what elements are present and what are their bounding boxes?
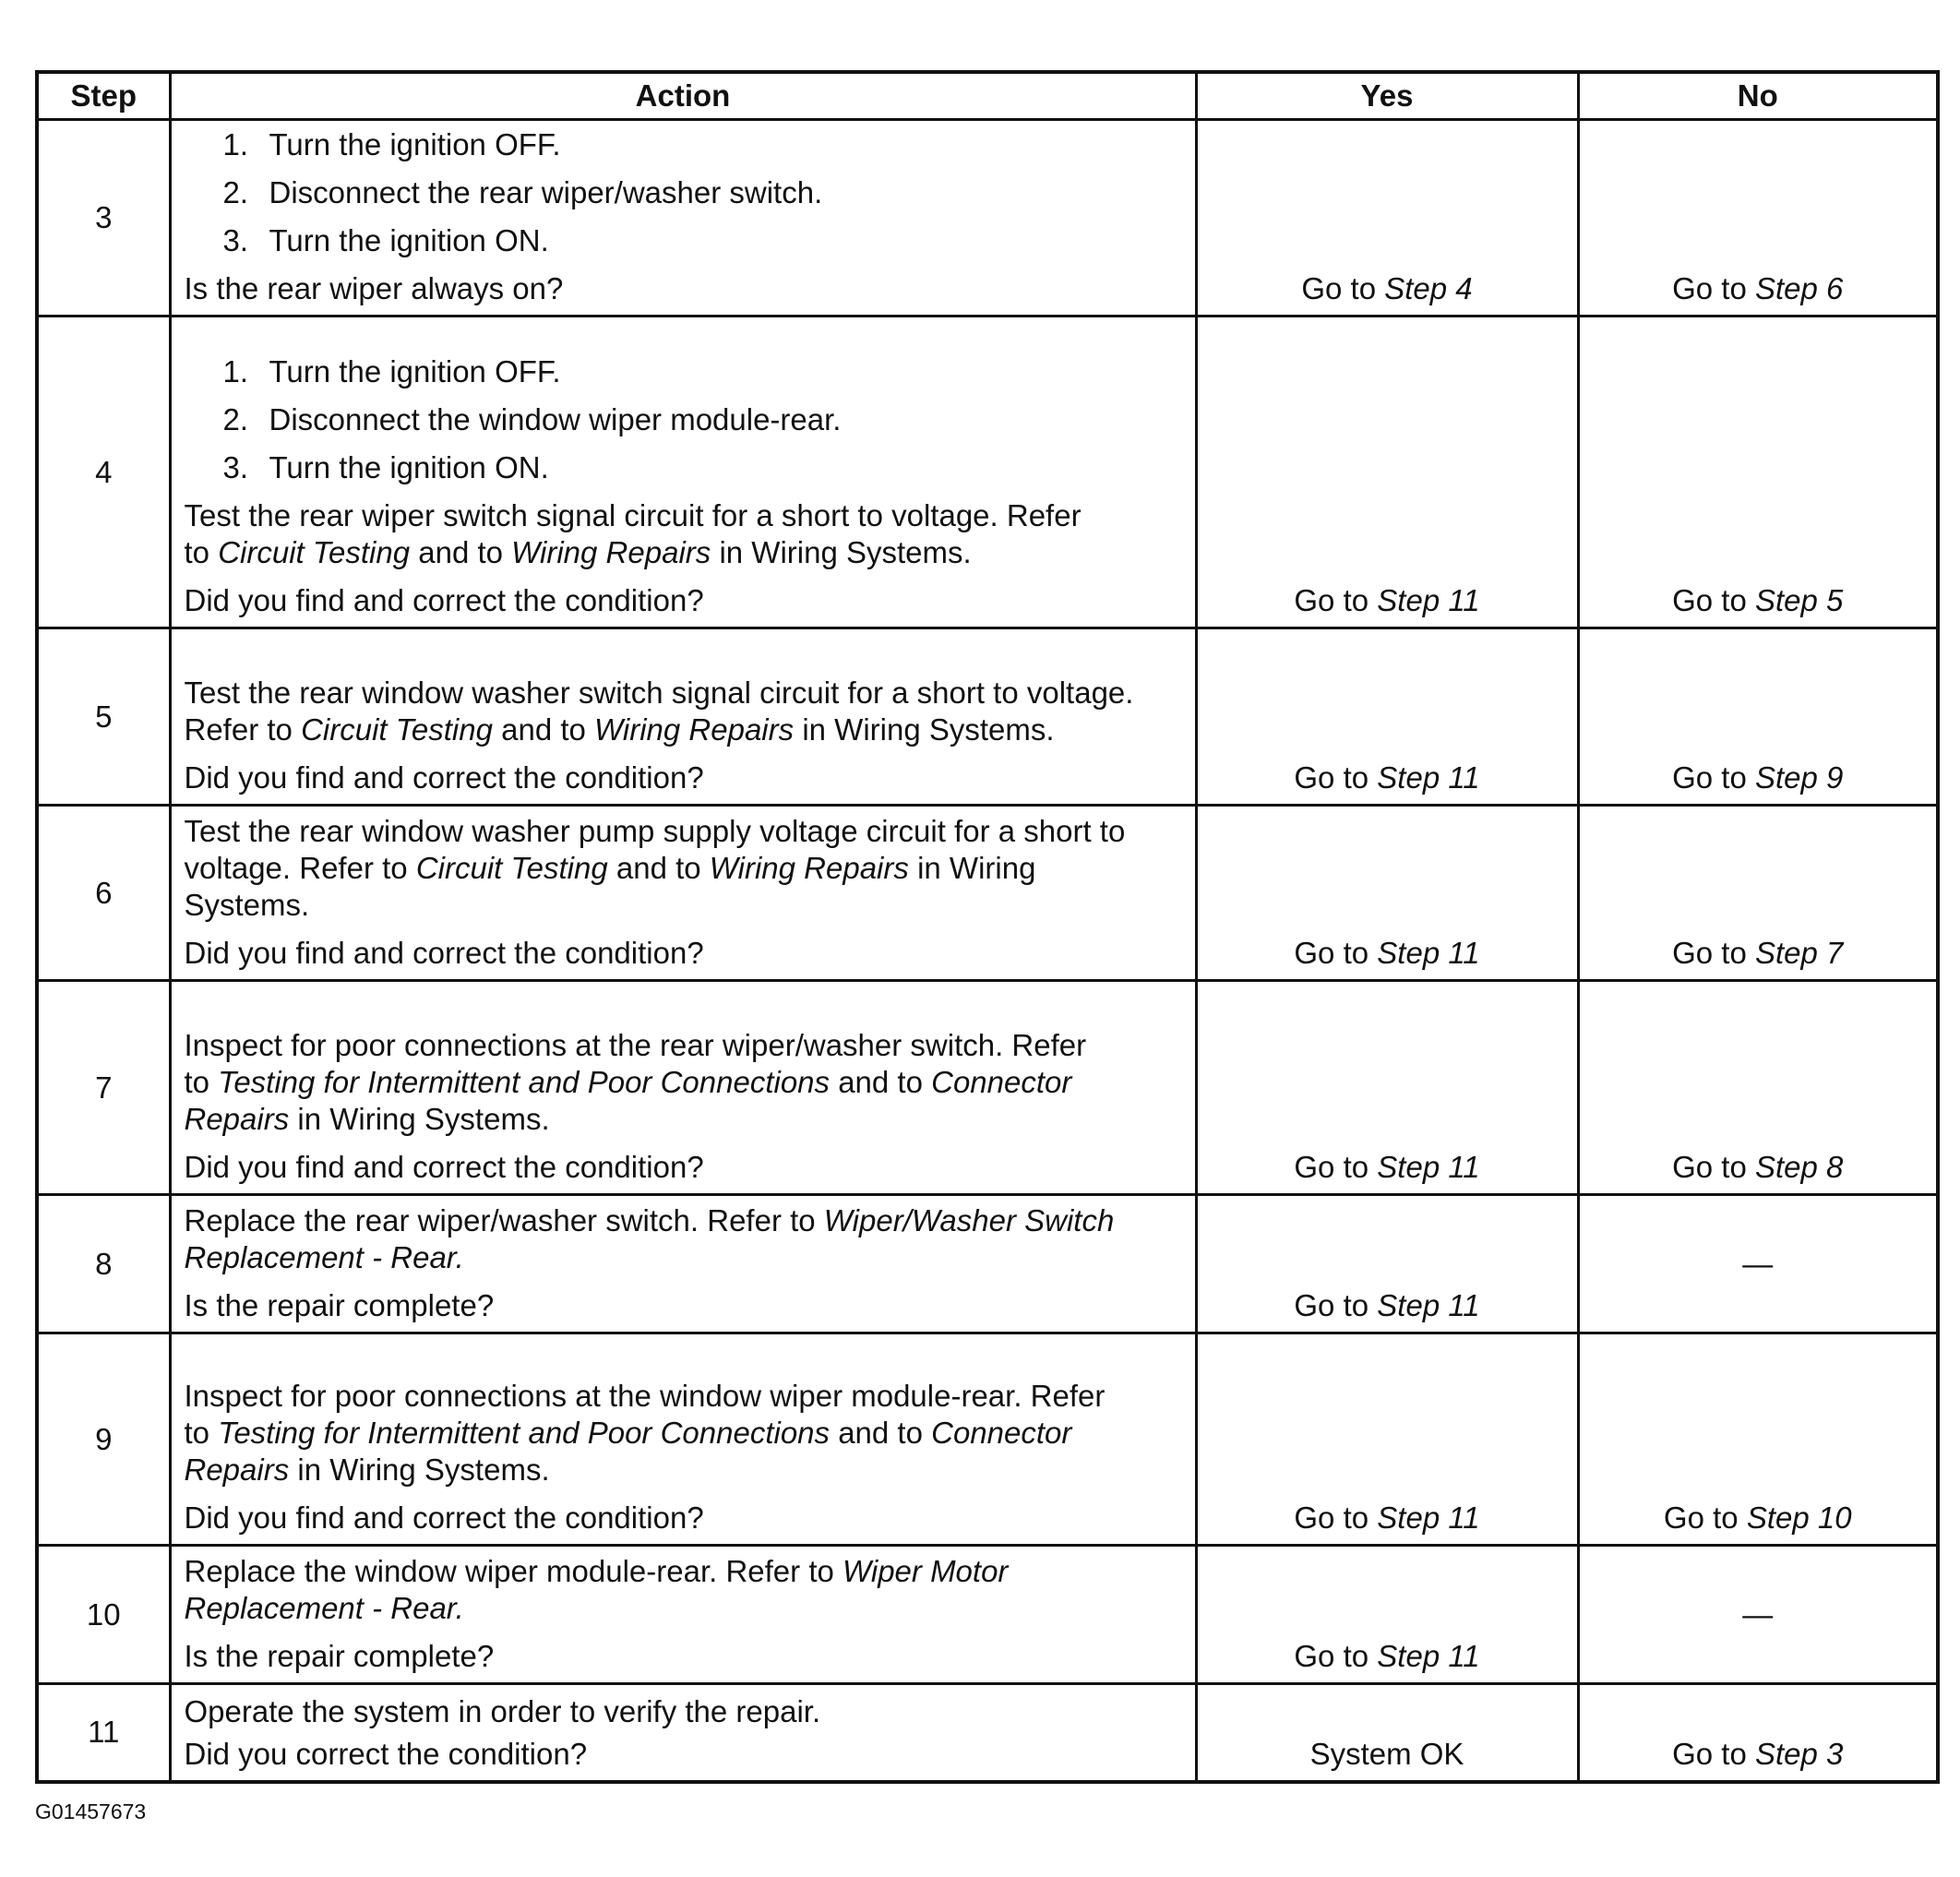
substep-number: 2. (222, 402, 249, 436)
substep-text: Turn the ignition ON. (269, 450, 549, 484)
action-cell (170, 1546, 1196, 1684)
substep-number: 3. (222, 223, 249, 257)
action-text-mid: and to (838, 1416, 923, 1450)
step-number: 9 (37, 1333, 170, 1546)
figure-id: G01457673 (35, 1799, 147, 1823)
step-number: 5 (37, 628, 170, 806)
table-row (37, 1546, 1938, 1684)
action-text-pre: Replace the window wiper module-rear. Refer to (184, 1554, 834, 1588)
yes-cell (1196, 120, 1578, 317)
question: Is the repair complete? (184, 1639, 495, 1673)
goto-prefix: Go to (1672, 583, 1747, 617)
action-text (185, 497, 1107, 571)
step-number: 11 (37, 1684, 170, 1782)
substep-item (223, 353, 1182, 390)
header-action: Action (170, 72, 1196, 120)
substep-number: 3. (222, 450, 249, 484)
substep-item (223, 174, 1182, 211)
goto-prefix: Go to (1294, 1639, 1369, 1673)
step-link: Step 6 (1754, 271, 1844, 305)
yes-cell (1196, 1195, 1578, 1333)
goto-prefix: Go to (1672, 1736, 1747, 1771)
goto-prefix: Go to (1672, 271, 1747, 305)
step-link: Step 11 (1377, 1639, 1480, 1673)
goto-prefix: Go to (1663, 1500, 1739, 1535)
reference-link: Testing for Intermittent and Poor Connections (218, 1065, 831, 1099)
reference-link: Wiper Motor Replacement - Rear. (184, 1554, 1009, 1625)
step-link: Step 11 (1377, 583, 1480, 617)
reference-link: Circuit Testing (415, 851, 608, 885)
reference-link: Wiring Repairs (594, 712, 795, 747)
table-row (37, 981, 1938, 1195)
header-no: No (1578, 72, 1938, 120)
action-text-post: in Wiring Systems. (719, 535, 972, 569)
action-text (185, 1378, 1135, 1488)
step-number: 10 (37, 1546, 170, 1684)
question: Did you find and correct the condition? (184, 760, 704, 795)
goto-prefix: Go to (1294, 1500, 1369, 1535)
action-text-mid: and to (501, 712, 586, 747)
step-link: Step 11 (1377, 1150, 1480, 1184)
step-link: Step 11 (1377, 1288, 1480, 1322)
step-number: 3 (37, 120, 170, 317)
action-text-pre: Inspect for poor connections at the window wiper module-rear. Refer to (184, 1379, 1105, 1450)
substep-text: Disconnect the rear wiper/washer switch. (269, 175, 823, 209)
table-row (37, 806, 1938, 981)
action-text-mid: and to (838, 1065, 923, 1099)
step-number: 8 (37, 1195, 170, 1333)
action-cell (170, 317, 1196, 628)
table-row (37, 628, 1938, 806)
table-row (37, 1195, 1938, 1333)
diagnostic-table (35, 70, 1940, 1784)
step-link: Step 3 (1754, 1736, 1844, 1771)
action-cell (170, 1195, 1196, 1333)
yes-cell (1196, 1333, 1578, 1546)
no-cell (1578, 981, 1938, 1195)
substep-text: Disconnect the window wiper module-rear. (269, 402, 842, 436)
question: Did you find and correct the condition? (184, 1500, 704, 1535)
table-row (37, 317, 1938, 628)
action-text-pre: Test the rear window washer switch signal circuit for a short to voltage. Refer to (184, 675, 1134, 747)
header-row (37, 72, 1938, 120)
goto-prefix: Go to (1294, 1288, 1369, 1322)
action-text-post: in Wiring Systems. (297, 1102, 550, 1136)
action-text (185, 1202, 1135, 1276)
yes-cell (1196, 628, 1578, 806)
substep-item (223, 222, 1182, 259)
goto-prefix: Go to (1672, 760, 1747, 795)
goto-prefix: Go to (1672, 1150, 1747, 1184)
action-cell (170, 628, 1196, 806)
question: Did you find and correct the condition? (184, 1150, 704, 1184)
action-text-mid: and to (418, 535, 503, 569)
action-text (185, 675, 1135, 748)
reference-link: Wiper/Washer Switch Replacement - Rear. (184, 1203, 1115, 1274)
step-number: 4 (37, 317, 170, 628)
no-cell (1578, 1195, 1938, 1333)
substep-number: 1. (222, 354, 249, 389)
table-row (37, 120, 1938, 317)
goto-prefix: Go to (1294, 1150, 1369, 1184)
action-cell (170, 806, 1196, 981)
action-text-pre: Test the rear window washer pump supply voltage circuit for a short to voltage. Refer to (184, 814, 1126, 885)
substep-number: 2. (222, 175, 249, 209)
reference-link: Connector Repairs (184, 1416, 1072, 1487)
step-link: Step 11 (1377, 760, 1480, 795)
substep-number: 1. (222, 127, 249, 161)
action-cell (170, 120, 1196, 317)
reference-link: Wiring Repairs (709, 851, 909, 885)
reference-link: Circuit Testing (301, 712, 493, 747)
step-link: Step 11 (1377, 936, 1480, 970)
table-row (37, 1333, 1938, 1546)
step-link: Step 11 (1377, 1500, 1480, 1535)
substep-list (185, 353, 1182, 486)
question: Is the repair complete? (184, 1288, 495, 1322)
step-link: Step 8 (1754, 1150, 1844, 1184)
substep-item (223, 401, 1182, 438)
goto-prefix: Go to (1294, 936, 1369, 970)
yes-cell (1196, 981, 1578, 1195)
action-text (185, 813, 1135, 924)
goto-prefix: Go to (1672, 936, 1747, 970)
step-link: Step 10 (1746, 1500, 1852, 1535)
substep-list (185, 126, 1182, 259)
action-text-pre: Replace the rear wiper/washer switch. Refer to (184, 1203, 816, 1237)
goto-prefix: Go to (1294, 583, 1369, 617)
no-cell (1578, 1333, 1938, 1546)
question: Did you correct the condition? (184, 1736, 588, 1771)
action-text-mid: and to (615, 851, 701, 885)
action-cell (170, 1684, 1196, 1782)
step-number: 6 (37, 806, 170, 981)
action-cell (170, 981, 1196, 1195)
reference-link: Testing for Intermittent and Poor Connections (218, 1416, 831, 1450)
goto-prefix: Go to (1301, 271, 1377, 305)
no-cell (1578, 317, 1938, 628)
substep-text: Turn the ignition OFF. (269, 354, 561, 389)
yes-cell (1196, 317, 1578, 628)
action-text-post: in Wiring Systems. (802, 712, 1055, 747)
reference-link: Circuit Testing (218, 535, 411, 569)
step-number: 7 (37, 981, 170, 1195)
action-text: Operate the system in order to verify the repair. (184, 1693, 821, 1728)
no-cell (1578, 806, 1938, 981)
reference-link: Connector Repairs (184, 1065, 1072, 1136)
action-text-pre: Test the rear wiper switch signal circuit for a short to voltage. Refer to (184, 498, 1082, 569)
header-step: Step (37, 72, 170, 120)
yes-cell: System OK (1196, 1684, 1578, 1782)
yes-cell (1196, 806, 1578, 981)
action-text (185, 1027, 1117, 1138)
reference-link: Wiring Repairs (511, 535, 711, 569)
step-link: Step 7 (1754, 936, 1844, 970)
step-link: Step 4 (1384, 271, 1473, 305)
goto-prefix: Go to (1294, 760, 1369, 795)
step-link: Step 5 (1754, 583, 1844, 617)
table-row (37, 1684, 1938, 1782)
substep-text: Turn the ignition OFF. (269, 127, 561, 161)
question: Did you find and correct the condition? (184, 936, 704, 970)
action-text (185, 1553, 1135, 1627)
header-yes: Yes (1196, 72, 1578, 120)
substep-text: Turn the ignition ON. (269, 223, 549, 257)
no-cell (1578, 628, 1938, 806)
no-action-dash: — (1742, 1246, 1774, 1281)
action-text-pre: Inspect for poor connections at the rear wiper/washer switch. Refer to (184, 1028, 1087, 1099)
yes-cell (1196, 1546, 1578, 1684)
step-link: Step 9 (1754, 760, 1844, 795)
substep-item (223, 126, 1182, 163)
action-text-post: in Wiring Systems. (184, 851, 1036, 922)
question: Is the rear wiper always on? (184, 271, 564, 305)
no-cell (1578, 1546, 1938, 1684)
question: Did you find and correct the condition? (184, 583, 704, 617)
substep-item (223, 449, 1182, 486)
action-text-post: in Wiring Systems. (297, 1453, 550, 1487)
no-cell (1578, 120, 1938, 317)
no-cell (1578, 1684, 1938, 1782)
action-cell (170, 1333, 1196, 1546)
no-action-dash: — (1742, 1596, 1774, 1632)
